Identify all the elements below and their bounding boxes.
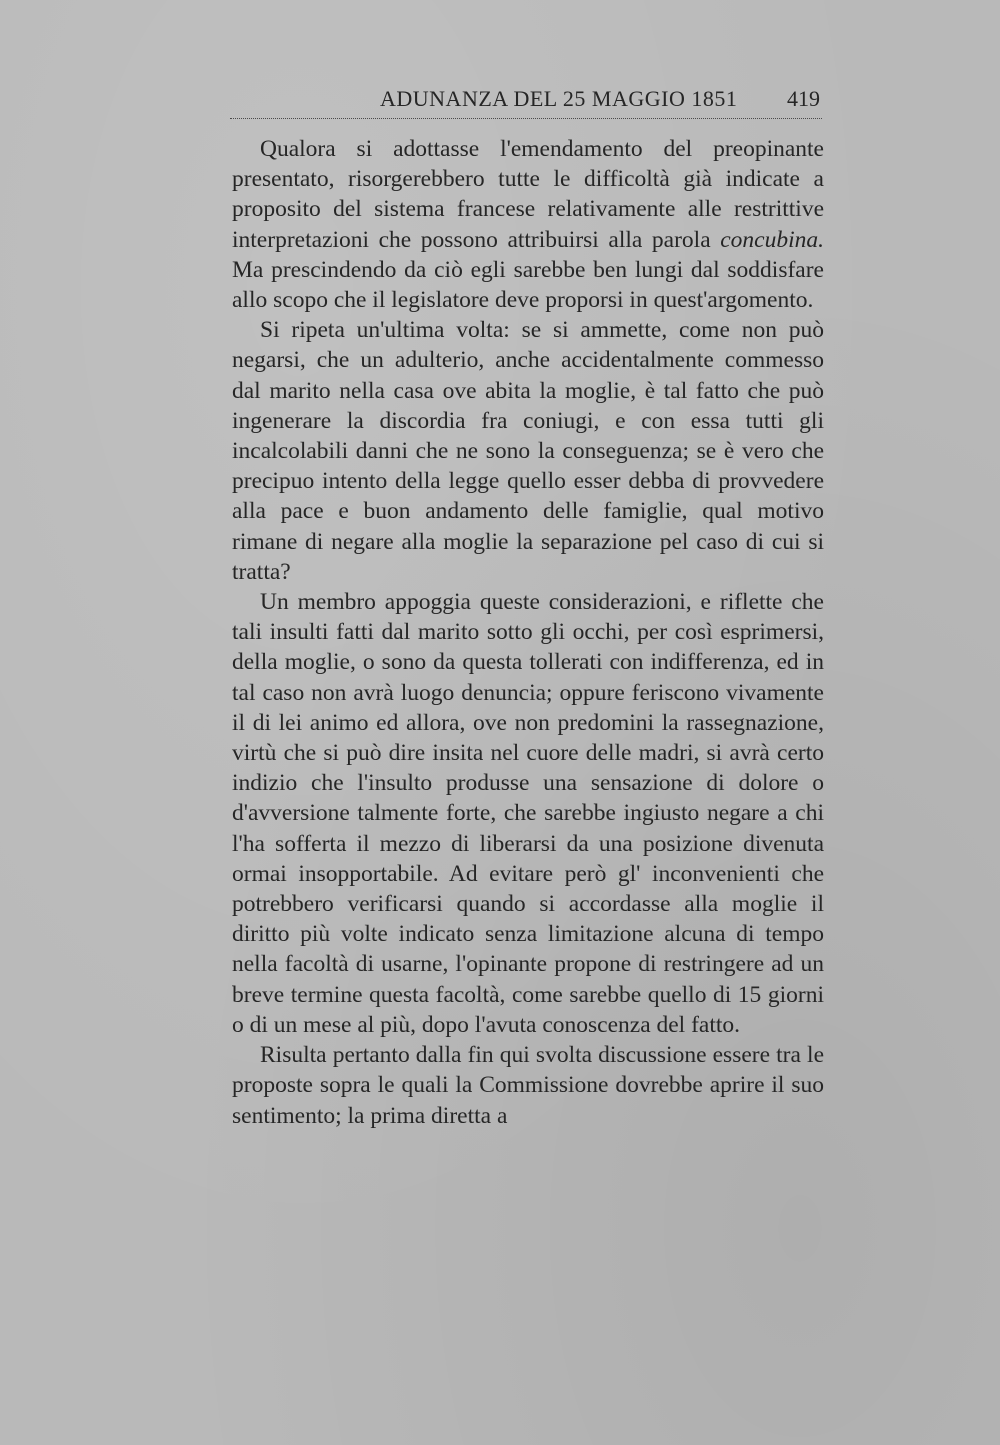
paragraph-1-text-end: Ma prescindendo da ciò egli sarebbe ben lungi dal soddisfare allo scopo che il legislatore deve proporsi in quest'argomento. <box>232 256 824 314</box>
paragraph-1-text-start: Qualora si adottasse l'emendamento del preopinante presentato, risorgerebbero tutte le difficoltà già indicate a proposito del sistema francese relativamente alle restrittive interpretazioni che possono attribuirsi alla parola <box>232 136 824 253</box>
paragraph-1 <box>232 134 824 315</box>
running-title: ADUNANZA DEL 25 MAGGIO 1851 <box>380 86 738 111</box>
body-text <box>232 134 824 1131</box>
page-number: 419 <box>787 86 820 111</box>
paragraph-2: Si ripeta un'ultima volta: se si ammette, come non può negarsi, che un adulterio, anche accidentalmente commesso dal marito nella casa ove abita la moglie, è tal fatto che può ingenerare la discordia fra coniugi, e con essa tutti gli incalcolabili danni che ne sono la conseguenza; se è vero che precipuo intento della legge quello esser debba di provvedere alla pace e buon andamento delle famiglie, qual motivo rimane di negare alla moglie la separazione pel caso di cui si tratta? <box>232 317 824 585</box>
paragraph-3: Un membro appoggia queste considerazioni, e riflette che tali insulti fatti dal marito sotto gli occhi, per così esprimersi, della moglie, o sono da questa tollerati con indifferenza, ed in tal caso non avrà luogo denuncia; oppure feriscono vivamente il di lei animo ed allora, ove non predomini la rassegnazione, virtù che si può dire insita nel cuore delle madri, si avrà certo indizio che l'insulto produsse una sensazione di dolore o d'avversione talmente forte, che sarebbe ingiusto negare a chi l'ha sofferta il mezzo di liberarsi da una posizione divenuta ormai insopportabile. Ad evitare però gl' inconvenienti che potrebbero verificarsi quando si accordasse alla moglie il diritto più volte indicato senza limitazione alcuna di tempo nella facoltà di usarne, l'opinante propone di restringere ad un breve termine questa facoltà, come sarebbe quello di 15 giorni o di un mese al più, dopo l'avuta conoscenza del fatto. <box>232 589 824 1038</box>
italic-term: concubina. <box>720 226 824 253</box>
paragraph-4: Risulta pertanto dalla fin qui svolta discussione essere tra le proposte sopra le quali la Commissione dovrebbe aprire il suo sentimento; la prima diretta a <box>232 1042 824 1129</box>
running-header <box>230 86 822 119</box>
